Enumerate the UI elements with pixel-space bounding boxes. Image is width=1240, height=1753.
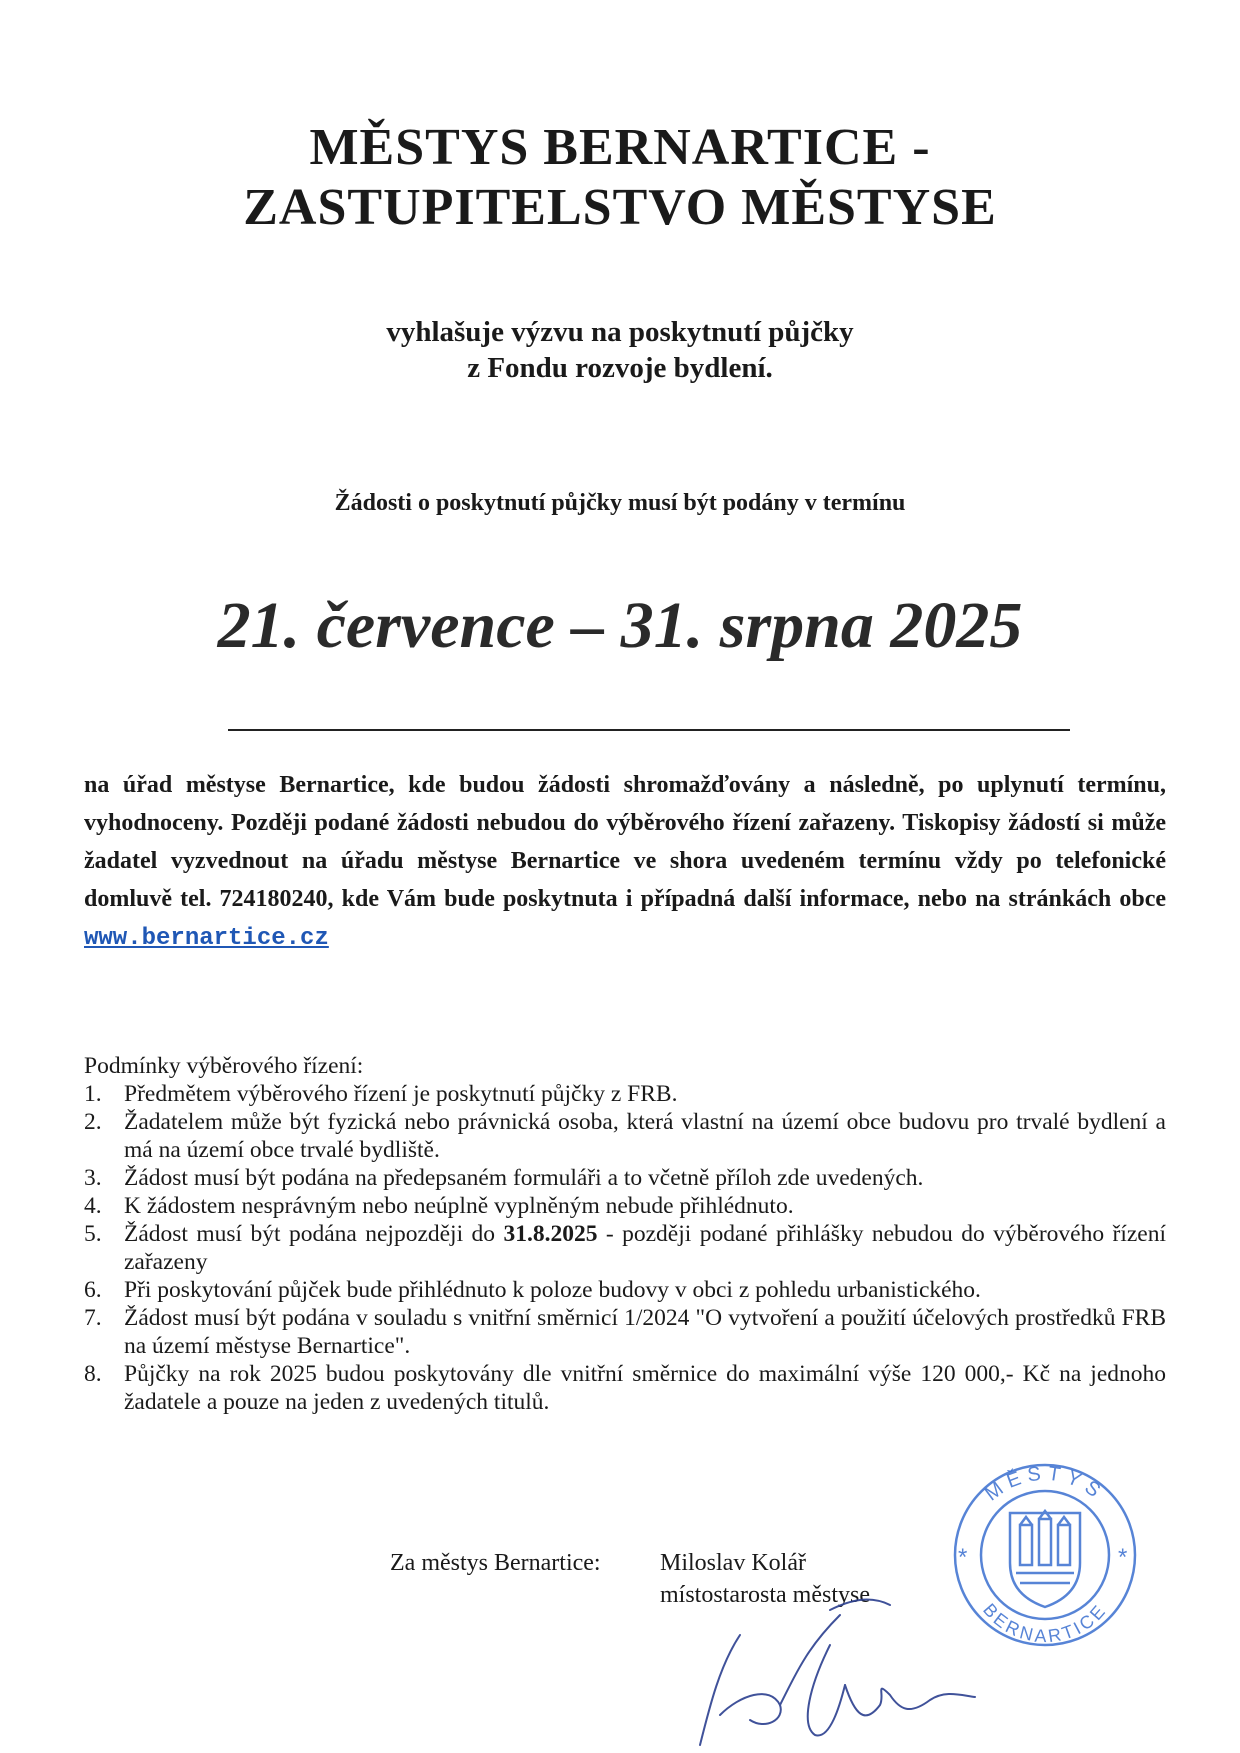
info-paragraph [84, 766, 1166, 958]
condition-item: 6. Při poskytování půjček bude přihlédnuto k poloze budovy v obci z pohledu urbanistického. [84, 1277, 981, 1303]
condition-item: 2. Žadatelem může být fyzická nebo právnická osoba, která vlastní na území obce budovu pro trvalé bydlení a má na území obce trvalé bydliště. [84, 1109, 1166, 1163]
conditions-heading: Podmínky výběrového řízení: [84, 1053, 364, 1079]
condition-item: 4. K žádostem nesprávným nebo neúplně vyplněným nebude přihlédnuto. [84, 1193, 794, 1219]
svg-text:BERNARTICE: BERNARTICE [979, 1599, 1111, 1647]
condition-item: 8. Půjčky na rok 2025 budou poskytovány dle vnitřní směrnice do maximální výše 120 000,- Kč na jednoho žadatele a pouze na jeden z uvedených titulů. [84, 1361, 1166, 1415]
svg-text:MĚSTYS: MĚSTYS [981, 1462, 1110, 1506]
handwritten-signature [680, 1585, 980, 1750]
subtitle-line-2: z Fondu rozvoje bydlení. [467, 352, 773, 384]
condition-item: 7. Žádost musí být podána v souladu s vnitřní směrnicí 1/2024 "O vytvoření a použití účelových prostředků FRB na území městyse Bernartice". [84, 1305, 1166, 1359]
website-link[interactable]: www.bernartice.cz [84, 925, 329, 952]
signature-name: Miloslav Kolář [660, 1550, 806, 1576]
condition-item: 3. Žádost musí být podána na předepsaném formuláři a to včetně příloh zde uvedených. [84, 1165, 924, 1191]
condition-item: 5. Žádost musí být podána nejpozději do 31.8.2025 - později podané přihlášky nebudou do výběrového řízení zařazeny [84, 1221, 1166, 1275]
signature-role: místostarosta městyse [660, 1582, 870, 1608]
condition-item: 1. Předmětem výběrového řízení je poskytnutí půjčky z FRB. [84, 1081, 678, 1107]
divider [228, 729, 1070, 731]
title-line-2: ZASTUPITELSTVO MĚSTYSE [243, 179, 997, 236]
subtitle-line-1: vyhlašuje výzvu na poskytnutí půjčky [386, 316, 854, 348]
term-intro: Žádosti o poskytnutí půjčky musí být podány v termínu [334, 490, 906, 516]
title-line-1: MĚSTYS BERNARTICE - [309, 119, 931, 176]
svg-text:*: * [958, 1544, 968, 1571]
term-dates: 21. července – 31. srpna 2025 [217, 589, 1023, 662]
info-paragraph-text: na úřad městyse Bernartice, kde budou žádosti shromažďovány a následně, po uplynutí termínu, vyhodnoceny. Později podané žádosti nebudou do výběrového řízení zařazeny. Tiskopisy žádostí si může žadatel vyzvednout na úřadu městyse Bernartice ve shora uvedeném termínu vždy po telefonické domluvě tel. 724180240, kde Vám bude poskytnuta i případná další informace, nebo na stránkách obce [84, 772, 1166, 912]
signature-label: Za městys Bernartice: [390, 1550, 601, 1576]
conditions-section [84, 1052, 1166, 1416]
svg-text:*: * [1118, 1544, 1128, 1571]
